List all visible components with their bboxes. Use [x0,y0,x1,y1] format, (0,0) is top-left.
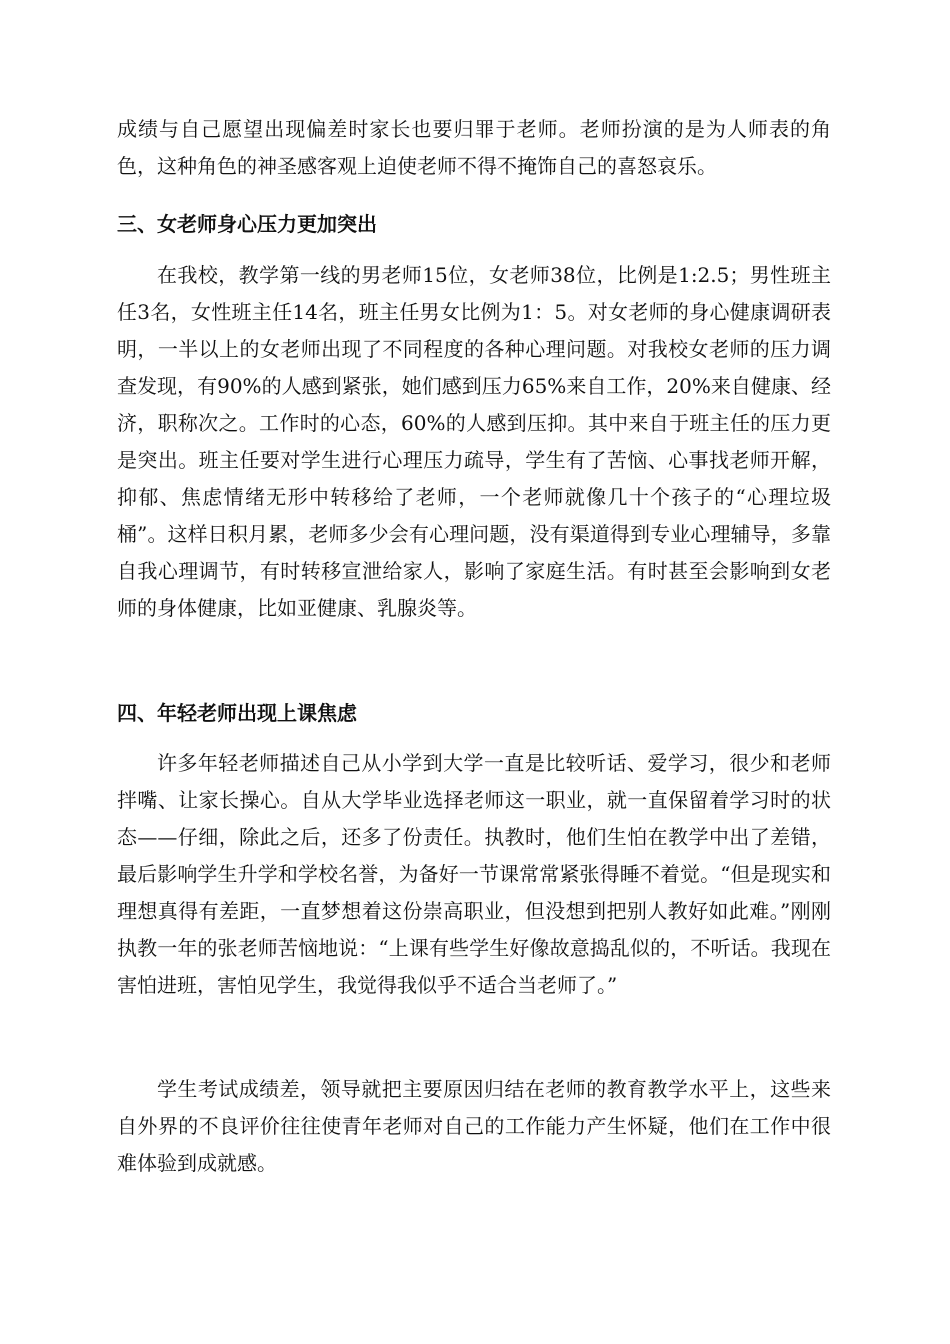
section-4-heading: 四、年轻老师出现上课焦虑 [117,701,357,725]
intro-paragraph: 成绩与自己愿望出现偏差时家长也要归罪于老师。老师扮演的是为人师表的角色，这种角色的神圣感客观上迫使老师不得不掩饰自己的喜怒哀乐。 [117,117,831,178]
section-4-paragraph-1: 许多年轻老师描述自己从小学到大学一直是比较听话、爱学习，很少和老师拌嘴、让家长操心。自从大学毕业选择老师这一职业，就一直保留着学习时的状态——仔细，除此之后，还多了份责任。执教时，他们生怕在教学中出了差错，最后影响学生升学和学校名誉，为备好一节课常常紧张得睡不着觉。“但是现实和理想真得有差距，一直梦想着这份崇高职业，但没想到把别人教好如此难。”刚刚执教一年的张老师苦恼地说：“上课有些学生好像故意捣乱似的，不听话。我现在害怕进班，害怕见学生，我觉得我似乎不适合当老师了。” [117,751,831,997]
section-3-heading: 三、女老师身心压力更加突出 [117,212,377,236]
section-3-paragraph: 在我校，教学第一线的男老师15位，女老师38位，比例是1:2.5；男性班主任3名，女性班主任14名，班主任男女比例为1：5。对女老师的身心健康调研表明，一半以上的女老师出现了不同程度的各种心理问题。对我校女老师的压力调查发现，有90%的人感到紧张，她们感到压力65%来自工作，20%来自健康、经济，职称次之。工作时的心态，60%的人感到压抑。其中来自于班主任的压力更是突出。班主任要对学生进行心理压力疏导，学生有了苦恼、心事找老师开解，抑郁、焦虑情绪无形中转移给了老师，一个老师就像几十个孩子的“心理垃圾桶”。这样日积月累，老师多少会有心理问题，没有渠道得到专业心理辅导，多靠自我心理调节，有时转移宣泄给家人，影响了家庭生活。有时甚至会影响到女老师的身体健康，比如亚健康、乳腺炎等。 [117,263,831,620]
section-4-paragraph-2: 学生考试成绩差，领导就把主要原因归结在老师的教育教学水平上，这些来自外界的不良评价往往使青年老师对自己的工作能力产生怀疑，他们在工作中很难体验到成就感。 [117,1077,831,1175]
